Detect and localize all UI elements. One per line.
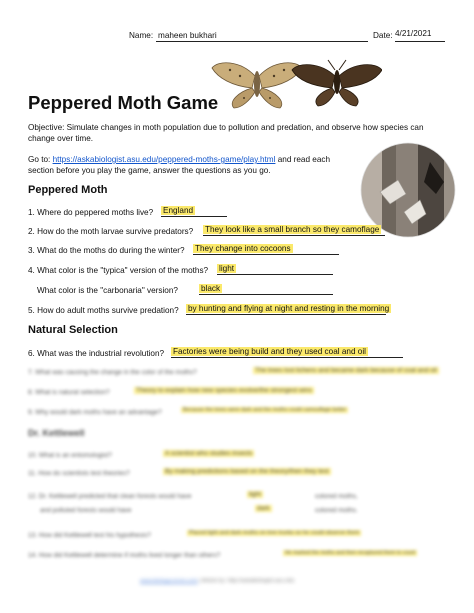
section-heading-dr-kettlewell: Dr. Kettlewell: [28, 428, 85, 438]
answer-5: by hunting and flying at night and resting in the morning: [188, 304, 390, 313]
goto-suffix: and read each: [275, 155, 331, 164]
dark-moth-icon: [292, 60, 382, 106]
goto-prefix: Go to:: [28, 155, 53, 164]
answer-13: Placed light and dark moths on tree trunks so he could observe them: [189, 530, 360, 536]
question-10: 10. What is an entomologist?: [28, 452, 112, 459]
page-title: Peppered Moth Game: [28, 92, 219, 113]
answer-4-field[interactable]: [217, 263, 333, 275]
answer-6-field[interactable]: [171, 346, 403, 358]
question-9: 9. Why would dark moths have an advantage?: [28, 409, 162, 416]
question-14: 14. How did Kettlewell determine if moths lived longer than others?: [28, 552, 221, 559]
question-3: 3. What do the moths do during the winter?: [28, 246, 185, 255]
footer-right: | Article by: http://askabiologist.asu.edu: [199, 578, 295, 584]
answer-3: They change into cocoons: [195, 244, 291, 253]
goto-text: [28, 154, 348, 176]
answer-12b-field[interactable]: [255, 503, 272, 514]
answer-4b: black: [201, 284, 221, 293]
moth-illustrations: [210, 58, 382, 112]
answer-13-field[interactable]: [187, 528, 361, 539]
section-heading-natural-selection: Natural Selection: [28, 324, 118, 336]
question-12-part-c: and polluted forests would have: [40, 507, 132, 514]
answer-4b-field[interactable]: [199, 283, 333, 295]
question-13: 13. How did Kettlewell test his hypothesis?: [28, 532, 151, 539]
footer-left-link[interactable]: www.biologycorner.com: [140, 578, 198, 584]
question-7: 7. What was causing the change in the color of the moths?: [28, 369, 197, 376]
answer-12a-field[interactable]: [247, 489, 263, 500]
date-value: 4/21/2021: [395, 29, 432, 38]
question-1: 1. Where do peppered moths live?: [28, 208, 154, 217]
answer-11-field[interactable]: [163, 466, 331, 477]
question-11: 11. How do scientists test theories?: [28, 470, 130, 477]
goto-line2: section before you play the game, answer the questions as you go.: [28, 166, 271, 175]
answer-2-field[interactable]: [203, 224, 385, 236]
date-label: Date:: [373, 31, 393, 40]
answer-8: Theory to explain how new species evolve/the strongest wins: [136, 387, 312, 394]
answer-1: England: [163, 206, 194, 215]
question-2: 2. How do the moth larvae survive predators?: [28, 227, 194, 236]
answer-10-field[interactable]: [163, 448, 254, 459]
question-12-part-b: colored moths,: [315, 493, 358, 500]
game-link[interactable]: https://askabiologist.asu.edu/peppered-moths-game/play.html: [52, 155, 276, 164]
question-12-part-d: colored moths.: [315, 507, 358, 514]
answer-5-field[interactable]: [186, 303, 390, 315]
answer-14: He marked the moths and then recaptured them to count: [285, 550, 416, 556]
answer-12b: dark: [257, 505, 270, 512]
answer-10: A scientist who studies insects: [165, 450, 253, 457]
name-label: Name:: [129, 31, 154, 40]
question-8: 8. What is natural selection?: [28, 389, 110, 396]
answer-12a: light: [249, 491, 261, 498]
answer-6: Factories were being build and they used coal and oil: [173, 347, 366, 356]
question-4b: What color is the "carbonaria" version?: [37, 286, 178, 295]
footer: [140, 578, 294, 584]
answer-9-field[interactable]: [181, 405, 348, 416]
answer-8-field[interactable]: [134, 385, 314, 396]
answer-11: By making predictions based on the theory/then they test: [165, 468, 329, 475]
question-6: 6. What was the industrial revolution?: [28, 349, 165, 358]
objective-text: Objective: Simulate changes in moth population due to pollution and predation, and observe how species can change over time.: [28, 123, 424, 143]
question-12-part-a: 12. Dr. Kettlewell predicted that clean forests would have: [28, 493, 192, 500]
light-moth-icon: [212, 63, 302, 108]
answer-4: light: [219, 264, 235, 273]
answer-9: Because the trees were dark and the moths could camouflage better: [183, 407, 347, 413]
answer-3-field[interactable]: [193, 243, 339, 255]
answer-1-field[interactable]: [161, 205, 227, 217]
answer-14-field[interactable]: [283, 548, 417, 559]
name-field[interactable]: [156, 30, 368, 42]
name-value: maheen bukhari: [158, 31, 217, 40]
answer-7-field[interactable]: [253, 365, 449, 376]
section-heading-peppered-moth: Peppered Moth: [28, 184, 108, 196]
answer-7: The trees lost lichens and became dark because of coal and oil: [255, 367, 437, 374]
date-field[interactable]: [395, 28, 445, 42]
answer-2: They look like a small branch so they camoflage: [205, 225, 380, 234]
question-4: 4. What color is the "typica" version of the moths?: [28, 266, 209, 275]
question-5: 5. How do adult moths survive predation?: [28, 306, 179, 315]
